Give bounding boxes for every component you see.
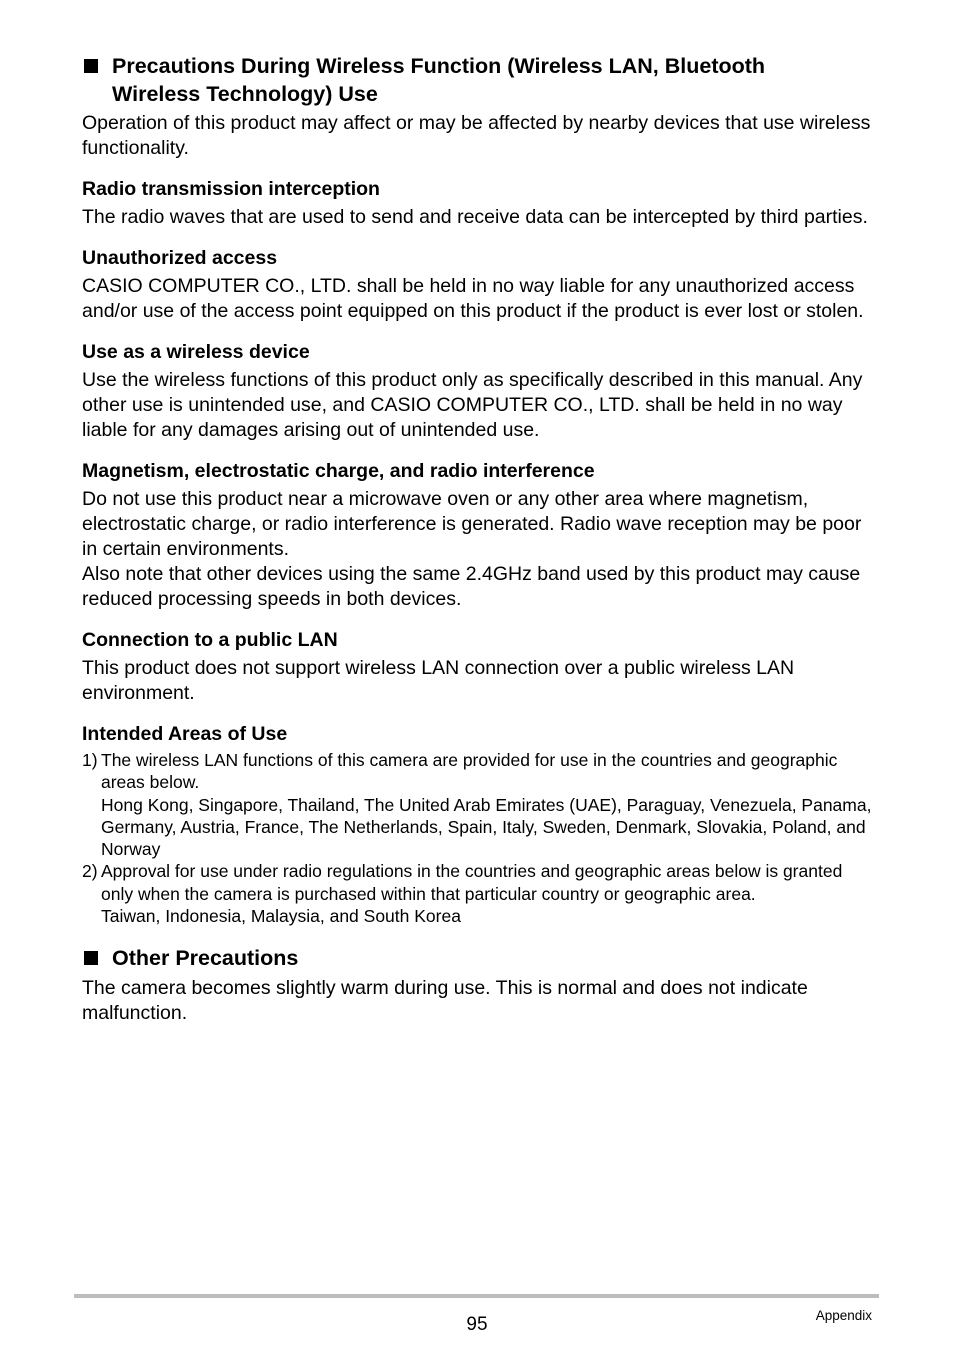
square-bullet-icon	[84, 59, 98, 73]
list-text: Hong Kong, Singapore, Thailand, The United Arab Emirates (UAE), Paraguay, Venezuela, Panama, Germany, Austria, France, The Netherlands, Spain, Italy, Sweden, Denmark, Slovakia, Poland, and Norway	[101, 794, 872, 860]
section-intro: Operation of this product may affect or may be affected by nearby devices that use wireless functionality.	[82, 112, 871, 159]
paragraph: Use the wireless functions of this product only as specifically described in this manual. Any other use is unintended use, and CASIO COMPUTER CO., LTD. shall be held in no way liable for any damages arising out of unintended use.	[82, 369, 863, 441]
footer-section-label: Appendix	[815, 1308, 872, 1323]
paragraph: This product does not support wireless LAN connection over a public wireless LAN environment.	[82, 657, 795, 704]
list-number: 1)	[82, 750, 98, 770]
list-text: Taiwan, Indonesia, Malaysia, and South Korea	[101, 906, 461, 927]
subheading-public-lan: Connection to a public LAN	[82, 629, 338, 651]
section-heading-other-precautions	[82, 944, 872, 972]
subheading-intended-areas: Intended Areas of Use	[82, 723, 288, 745]
paragraph: The radio waves that are used to send and receive data can be intercepted by third parties.	[82, 206, 868, 228]
heading-line: Precautions During Wireless Function (Wireless LAN, Bluetooth	[112, 54, 766, 78]
page-content	[82, 52, 872, 1026]
paragraph: Also note that other devices using the same 2.4GHz band used by this product may cause reduced processing speeds in both devices.	[82, 563, 861, 610]
subheading-radio-interception: Radio transmission interception	[82, 178, 380, 200]
list-number: 2)	[82, 861, 98, 882]
list-text: The wireless LAN functions of this camera are provided for use in the countries and geographic areas below.	[101, 750, 838, 793]
section-heading-wireless	[82, 52, 872, 108]
footer-divider	[74, 1294, 879, 1298]
intended-areas-list	[82, 749, 872, 927]
list-item	[82, 860, 872, 927]
paragraph: CASIO COMPUTER CO., LTD. shall be held in no way liable for any unauthorized access and/or use of the access point equipped on this product if the product is ever lost or stolen.	[82, 275, 864, 322]
page-number: 95	[466, 1314, 488, 1335]
subheading-magnetism: Magnetism, electrostatic charge, and radio interference	[82, 460, 595, 482]
section-intro: The camera becomes slightly warm during use. This is normal and does not indicate malfunction.	[82, 977, 808, 1025]
list-item	[82, 749, 872, 860]
heading-line: Other Precautions	[112, 946, 299, 971]
subheading-wireless-device: Use as a wireless device	[82, 341, 310, 363]
paragraph: Do not use this product near a microwave oven or any other area where magnetism, electrostatic charge, or radio interference is generated. Radio wave reception may be poor in certain environments.	[82, 488, 862, 560]
square-bullet-icon	[84, 951, 98, 965]
list-text: Approval for use under radio regulations in the countries and geographic areas below is granted only when the camera is purchased within that particular country or geographic area.	[101, 861, 843, 904]
heading-line: Wireless Technology) Use	[112, 82, 378, 106]
subheading-unauthorized-access: Unauthorized access	[82, 247, 278, 269]
